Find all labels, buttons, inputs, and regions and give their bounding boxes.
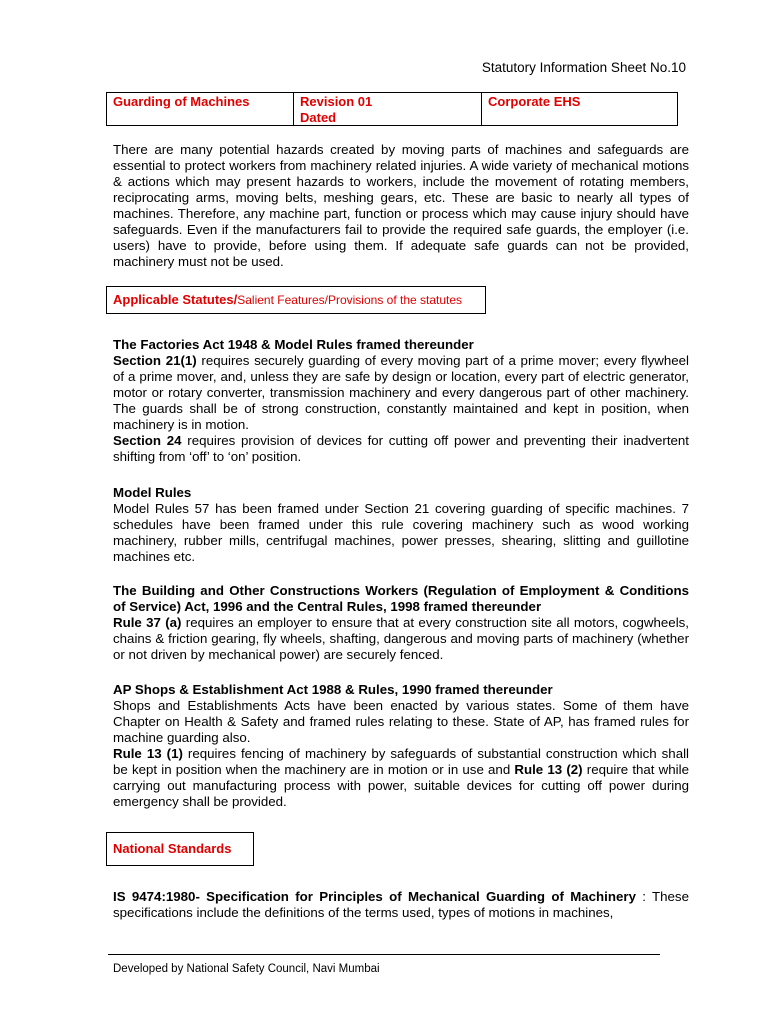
doc-title: Guarding of Machines [107,93,294,125]
is-standard-text: : These specifications include the definitions of the terms used, types of motions in machines, [113,889,689,920]
bocw-section [113,583,689,663]
revision-label: Revision 01 [300,94,373,109]
statutes-sub: Salient Features/Provisions of the statutes [237,293,463,307]
ap-shops-text: Shops and Establishments Acts have been enacted by various states. Some of them have Chapter on Health & Safety and framed rules relating to these. State of AP, has framed rules for machine guarding also. [113,698,689,745]
model-rules-section [113,485,689,565]
statutes-box [106,286,486,314]
revision-cell [294,93,482,125]
model-rules-heading: Model Rules [113,485,192,500]
dated-label: Dated [300,110,337,125]
model-rules-text: Model Rules 57 has been framed under Section 21 covering guarding of specific machines. 7 schedules have been framed under this rule covering machinery such as wood working machinery, rubber mills, centrifugal machines, power presses, shearing, slitting and guillotine machines etc. [113,501,689,564]
is-standard-label: IS 9474:1980- Specification for Principles of Mechanical Guarding of Machinery [113,889,636,904]
footer-divider [108,954,660,955]
section-24-label: Section 24 [113,433,182,448]
section-21-text: requires securely guarding of every moving part of a prime mover; every flywheel of a prime mover, and, unless they are safe by design or location, every part of electric generator, motor or rotary converter, transmission machinery and every dangerous part of other machinery. The guards shall be of strong construction, constantly maintained and kept in position, when machinery is in motion. [113,353,689,432]
rule-37-text: requires an employer to ensure that at every construction site all motors, cogwheels, chains & friction gearing, fly wheels, shafting, dangerous and moving parts of machinery (whether or not driven by mechanical power) are securely fenced. [113,615,689,662]
rule-13-1-label: Rule 13 (1) [113,746,183,761]
statutes-label: Applicable Statutes/ [113,292,238,307]
header-table [106,92,678,126]
department: Corporate EHS [488,94,581,109]
factories-heading: The Factories Act 1948 & Model Rules framed thereunder [113,337,474,352]
rule-13-2-text: require that while carrying out manufacturing process with power, suitable devices for cutting off power during emergency shall be provided. [113,762,689,809]
rule-13-1-text: requires fencing of machinery by safeguards of substantial construction which shall be kept in position when the machinery are in motion or in use and [113,746,689,777]
is-standard-section [113,889,689,921]
bocw-heading: The Building and Other Constructions Workers (Regulation of Employment & Conditions of Service) Act, 1996 and the Central Rules, 1998 framed thereunder [113,583,689,614]
factories-section [113,337,689,465]
sheet-number: Statutory Information Sheet No.10 [481,60,686,75]
rule-13-2-label: Rule 13 (2) [514,762,583,777]
intro-paragraph: There are many potential hazards created by moving parts of machines and safeguards are essential to protect workers from machinery related injuries. A wide variety of mechanical motions & actions which may present hazards to workers, include the movement of rotating members, reciprocating arms, moving belts, meshing gears, etc. These are basic to nearly all types of machines. Therefore, any machine part, function or process which may cause injury should have safeguards. Even if the manufacturers fail to provide the required safe guards, the employer (i.e. users) have to provide, before using them. If adequate safe guards can not be provided, machinery must not be used. [113,142,689,269]
ap-shops-heading: AP Shops & Establishment Act 1988 & Rules, 1990 framed thereunder [113,682,553,697]
national-standards-box: National Standards [106,832,254,866]
ap-shops-section [113,682,689,810]
footer-text: Developed by National Safety Council, Navi Mumbai [113,963,380,975]
section-24-text: requires provision of devices for cutting off power and preventing their inadvertent shifting from ‘off’ to ‘on’ position. [113,433,689,464]
section-21-label: Section 21(1) [113,353,197,368]
rule-37-label: Rule 37 (a) [113,615,182,630]
